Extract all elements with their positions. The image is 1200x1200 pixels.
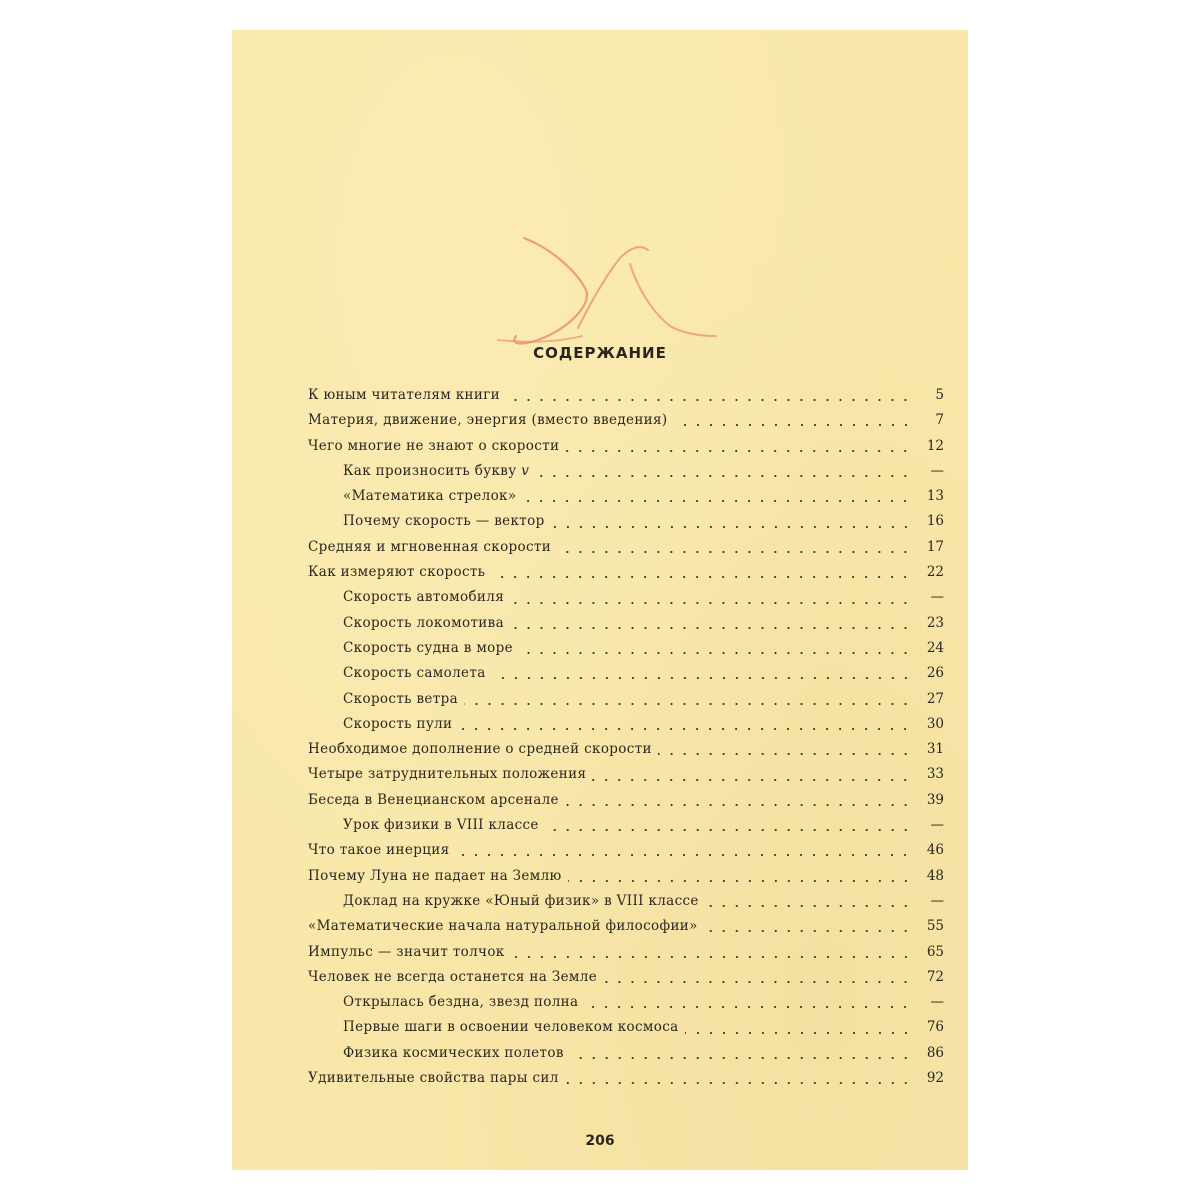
toc-entry [308, 965, 944, 990]
toc-entry-page: 31 [926, 741, 944, 758]
dot-leader [704, 930, 912, 932]
toc-entry-title: Материя, движение, энергия (вместо введения) [308, 412, 668, 429]
toc-entry-title: Четыре затруднительных положения [308, 766, 587, 783]
toc-entry [308, 940, 944, 965]
toc-entry [308, 788, 944, 813]
toc-entry [308, 737, 944, 762]
dot-leader [522, 500, 912, 502]
table-of-contents [308, 383, 944, 1091]
dot-leader [519, 652, 912, 654]
toc-entry-title: Почему скорость — вектор [343, 513, 545, 530]
toc-entry-page: 24 [926, 639, 944, 656]
toc-entry-title: «Математика стрелок» [343, 488, 517, 505]
dot-leader [592, 779, 912, 781]
dot-leader [551, 526, 912, 528]
toc-entry-page: — [930, 892, 944, 909]
dot-leader [455, 854, 912, 856]
toc-entry-title: Почему Луна не падает на Землю [308, 867, 562, 884]
dot-leader [565, 1082, 912, 1084]
toc-entry-title: «Математические начала натуральной философии» [308, 918, 698, 935]
toc-entry-title: Человек не всегда останется на Земле [308, 968, 598, 985]
toc-entry-page: — [930, 817, 944, 834]
toc-entry-page: 92 [926, 1070, 944, 1087]
toc-entry [308, 762, 944, 787]
dot-leader [510, 627, 912, 629]
toc-entry-title: Скорость автомобиля [343, 589, 505, 606]
toc-entry-title: Физика космических полетов [343, 1044, 564, 1061]
toc-entry-page: — [930, 589, 944, 606]
toc-entry [308, 813, 944, 838]
toc-entry-title: Средняя и мгновенная скорости [308, 538, 552, 555]
toc-entry [308, 864, 944, 889]
toc-entry-title: Первые шаги в освоении человеком космоса [343, 1019, 679, 1036]
toc-entry-page: — [930, 462, 944, 479]
toc-entry-page: — [930, 994, 944, 1011]
dot-leader [674, 424, 913, 426]
toc-entry-title: Необходимое дополнение о средней скорости [308, 741, 652, 758]
toc-entry-page: 48 [926, 867, 944, 884]
toc-entry-page: 13 [926, 488, 944, 505]
toc-entry-page: 39 [926, 791, 944, 808]
toc-entry-page: 26 [926, 665, 944, 682]
toc-entry-page: 72 [926, 968, 944, 985]
toc-entry [308, 509, 944, 534]
toc-entry-page: 17 [926, 538, 944, 555]
page-title: СОДЕРЖАНИЕ [533, 344, 667, 362]
dot-leader [557, 551, 912, 553]
dot-leader [685, 1032, 912, 1034]
toc-entry-title: Скорость пули [343, 715, 453, 732]
toc-entry-title: Скорость локомотива [343, 614, 504, 631]
toc-entry [308, 535, 944, 560]
toc-entry-title: Урок физики в VIII классе [343, 817, 539, 834]
toc-entry [308, 1041, 944, 1066]
page-number: 206 [585, 1133, 615, 1149]
toc-entry-page: 76 [926, 1019, 944, 1036]
toc-entry [308, 712, 944, 737]
toc-entry [308, 661, 944, 686]
toc-entry [308, 838, 944, 863]
toc-entry-title: Открылась бездна, звезд полна [343, 994, 579, 1011]
toc-entry [308, 459, 944, 484]
toc-entry-page: 86 [926, 1044, 944, 1061]
toc-entry [308, 1066, 944, 1091]
toc-entry-title: Беседа в Венецианском арсенале [308, 791, 559, 808]
dot-leader [603, 981, 912, 983]
toc-entry-page: 33 [926, 766, 944, 783]
toc-entry-title: Удивительные свойства пары сил [308, 1070, 559, 1087]
toc-entry-page: 5 [935, 387, 944, 403]
dot-leader [658, 753, 912, 755]
toc-entry-page: 30 [926, 715, 944, 732]
toc-entry [308, 889, 944, 914]
toc-entry-title: Скорость ветра [343, 690, 458, 707]
toc-entry [308, 914, 944, 939]
toc-entry-title: Скорость судна в море [343, 639, 513, 656]
toc-entry-title: К юным читателям книги [308, 387, 501, 403]
dot-leader [568, 880, 912, 882]
toc-entry-title: Импульс — значит толчок [308, 943, 505, 960]
toc-entry [308, 408, 944, 433]
toc-entry-title: Скорость самолета [343, 665, 486, 682]
dot-leader [535, 475, 912, 477]
toc-entry [308, 636, 944, 661]
toc-entry-page: 27 [926, 690, 944, 707]
toc-entry [308, 687, 944, 712]
toc-entry-page: 12 [926, 437, 944, 454]
dot-leader [458, 728, 912, 730]
dot-leader [506, 399, 912, 401]
book-page [232, 30, 968, 1170]
toc-entry-page: 22 [926, 564, 944, 581]
dot-leader [705, 905, 912, 907]
dot-leader [511, 956, 912, 958]
toc-entry [308, 560, 944, 585]
dot-leader [545, 829, 912, 831]
dot-leader [491, 576, 912, 578]
toc-entry-title: Чего многие не знают о скорости [308, 437, 560, 454]
dot-leader [565, 450, 912, 452]
toc-entry [308, 990, 944, 1015]
toc-entry-page: 16 [926, 513, 944, 530]
toc-entry [308, 1015, 944, 1040]
toc-entry-title: Доклад на кружке «Юный физик» в VIII классе [343, 892, 699, 909]
toc-entry-title: Что такое инерция [308, 842, 450, 859]
dot-leader [510, 602, 912, 604]
dot-leader [584, 1006, 912, 1008]
toc-entry-title: Как измеряют скорость [308, 564, 486, 581]
toc-entry-page: 7 [935, 412, 944, 429]
dot-leader [565, 804, 912, 806]
toc-entry [308, 611, 944, 636]
toc-entry-page: 23 [926, 614, 944, 631]
toc-entry-page: 46 [926, 842, 944, 859]
toc-entry [308, 383, 944, 408]
dot-leader [570, 1057, 912, 1059]
dot-leader [464, 703, 912, 705]
toc-entry-page: 65 [926, 943, 944, 960]
toc-entry [308, 484, 944, 509]
toc-entry [308, 434, 944, 459]
toc-entry [308, 585, 944, 610]
toc-entry-title: Как произносить букву v [343, 462, 530, 479]
toc-entry-page: 55 [926, 918, 944, 935]
dot-leader [492, 677, 912, 679]
